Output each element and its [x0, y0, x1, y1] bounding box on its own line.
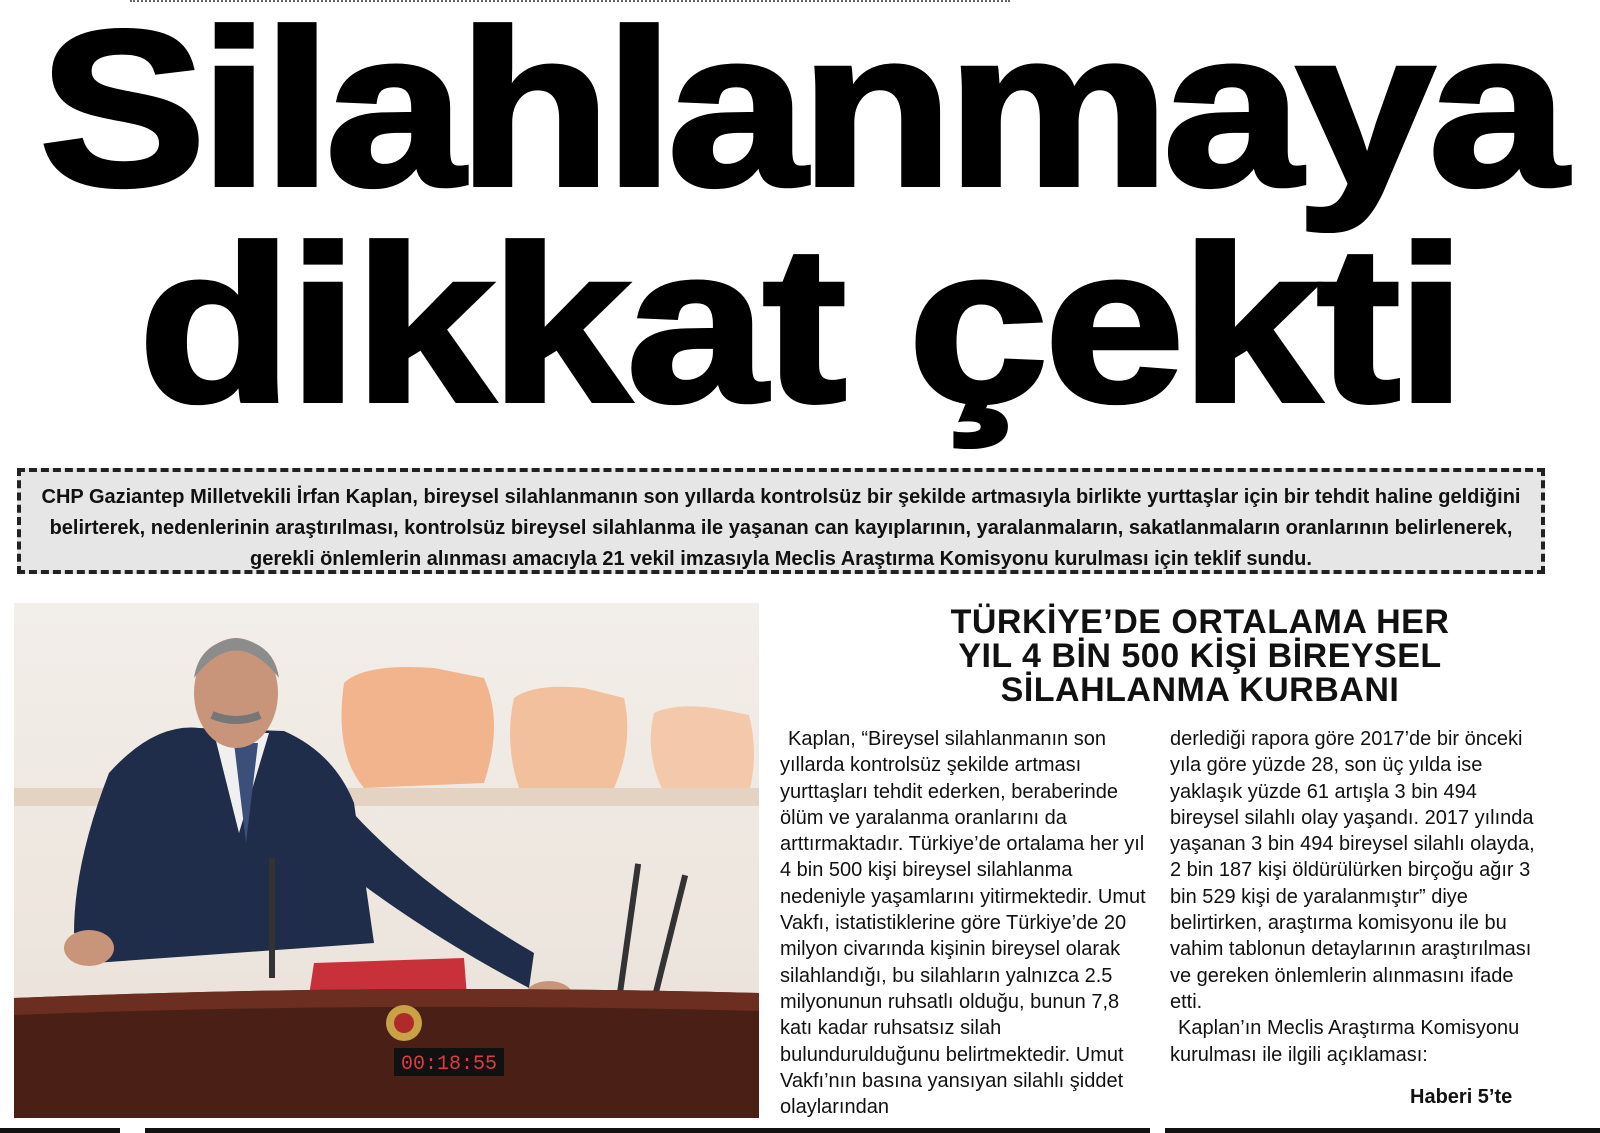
- article-column-2: [1170, 726, 1540, 1068]
- article-paragraph: Kaplan’ın Meclis Araştırma Komisyonu kurulması ile ilgili açıklaması:: [1170, 1017, 1520, 1066]
- section-rubric: [800, 605, 1600, 707]
- photo-illustration: [14, 603, 759, 1118]
- headline-line-2: dikkat çekti: [138, 201, 1462, 449]
- bottom-rule: [1165, 1128, 1600, 1133]
- rubric-line-3: SİLAHLANMA KURBANI: [1000, 671, 1400, 709]
- rubric-line-1: TÜRKİYE’DE ORTALAMA HER: [950, 603, 1450, 641]
- bottom-rule: [145, 1128, 1150, 1133]
- article-paragraph: derlediği rapora göre 2017’de bir önceki yıla göre yüzde 28, son üç yılda ise yaklaşık yüzde 61 artışla 3 bin 494 bireysel silahlı olay yaşandı. 2017 yılında yaşanan 3 bin 494 bireysel silahlı olayda, 2 bin 187 kişi öldürülürken birçoğu ağır 3 bin 529 kişi de yaralanmıştır” diye belirtirken, araştırma komisyonu ile bu vahim tablonun detaylarının araştırılması ve gereken önlemlerin alınmasını ifade etti.: [1170, 728, 1535, 1013]
- summary-text: CHP Gaziantep Milletvekili İrfan Kaplan, bireysel silahlanmanın son yıllarda kontrolsüz bir şekilde artmasıyla birlikte yurttaşlar için bir tehdit haline geldiğini belirterek, nedenlerinin araştırılması, kontrolsüz bireysel silahlanma ile yaşanan can kayıplarının, yaralanmaların, sakatlanmaların oranlarının belirlenerek, gerekli önlemlerin alınması amacıyla 21 vekil imzasıyla Meclis Araştırma Komisyonu kurulması için teklif sundu.: [41, 486, 1521, 570]
- headline-line-1: Silahlanmaya: [38, 0, 1562, 233]
- article-paragraph: Kaplan, “Bireysel silahlanmanın son yıllarda kontrolsüz şekilde artması yurttaşları tehdit ederken, beraberinde ölüm ve yaralanma oranlarını da arttırmaktadır. Türkiye’de ortalama her yıl 4 bin 500 kişi bireysel silahlanma nedeniyle yaşamlarını yitirmektedir. Umut Vakfı, istatistiklerine göre Türkiye’de 20 milyon civarında kişinin bireysel olarak silahlandığı, bu silahların yalnızca 2.5 milyonunun ruhsatlı olduğu, bunun 7,8 katı kadar ruhsatsız silah bulundurulduğunu belirtmektedir. Umut Vakfı’nın basına yansıyan silahlı şiddet olaylarından: [780, 728, 1146, 1119]
- news-photo: [14, 603, 759, 1118]
- clock-readout: 00:18:55: [400, 1053, 498, 1076]
- rubric-line-2: YIL 4 BİN 500 KİŞİ BİREYSEL: [958, 637, 1442, 675]
- bottom-rule: [0, 1128, 120, 1133]
- continued-on-page-link[interactable]: Haberi 5’te: [1410, 1086, 1513, 1108]
- summary-box: [17, 468, 1545, 574]
- article-column-1: [780, 726, 1150, 1120]
